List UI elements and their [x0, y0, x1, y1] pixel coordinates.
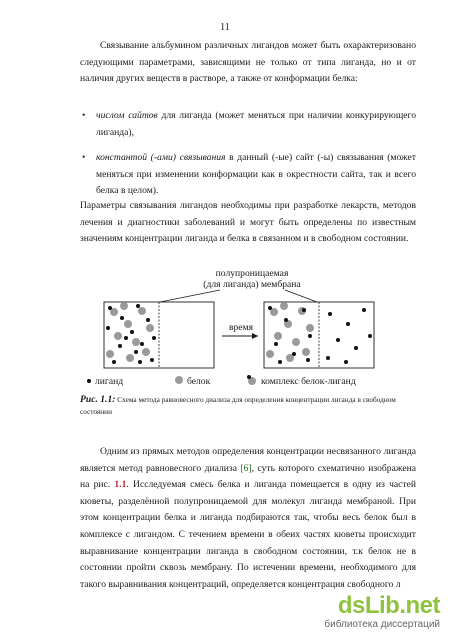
ligand-particle — [328, 312, 332, 316]
watermark — [320, 593, 440, 631]
protein-particle — [280, 302, 288, 310]
figure-caption — [80, 394, 416, 418]
figure-reference-link[interactable]: 1.1 — [114, 479, 127, 491]
bullet-emphasis: числом сайтов — [96, 110, 158, 121]
citation-link[interactable]: [6] — [240, 462, 252, 474]
ligand-particle — [112, 360, 116, 364]
paragraph-text-part2: , суть которого схематично изображена на рис. — [80, 462, 416, 491]
bullet-item-sites — [80, 108, 416, 141]
ligand-particle — [130, 330, 134, 334]
protein-particle — [120, 302, 128, 310]
ligand-particle — [150, 358, 154, 362]
ligand-particle — [152, 336, 156, 340]
ligand-particle — [346, 322, 350, 326]
protein-particle — [114, 332, 122, 340]
ligand-particle — [326, 356, 330, 360]
ligand-particle — [146, 318, 150, 322]
arrow-label: время — [228, 322, 254, 333]
page-number: 11 — [220, 22, 230, 33]
watermark-tagline: библиотека диссертаций — [324, 619, 440, 630]
ligand-particle — [106, 326, 110, 330]
dialysis-figure — [80, 266, 416, 386]
protein-particle — [138, 307, 146, 315]
paragraph-text-part1: Одним из прямых методов определения концентрации несвязанного лиганда является метод равновесного диализа — [80, 446, 416, 474]
ligand-particle — [336, 338, 340, 342]
ligand-particle — [354, 346, 358, 350]
protein-particle — [302, 348, 310, 356]
protein-particle — [126, 354, 134, 362]
bullet-text: в данный (-ые) сайт (-ы) связывания (может меняться при изменении конформации как в окрестности сайта, так и всего белка в целом). — [96, 152, 416, 197]
ligand-particle — [138, 360, 142, 364]
ligand-particle — [362, 308, 366, 312]
ligand-particle — [134, 350, 138, 354]
ligand-particle — [118, 344, 122, 348]
logo-main: dsLib — [337, 592, 400, 619]
protein-particle — [146, 324, 154, 332]
caption-label: Рис. 1.1 — [80, 394, 113, 405]
ligand-particle — [284, 318, 288, 322]
ligand-particle — [136, 304, 140, 308]
legend-ligand-marker — [87, 379, 91, 383]
bullet-emphasis: константой (-ами) связывания — [96, 152, 226, 163]
protein-particle — [106, 350, 114, 358]
protein-particle — [266, 350, 274, 358]
paragraph-binding-parameters: Параметры связывания лигандов необходимы при разработке лекарств, методов лечения и диагностики заболеваний и могут быть определены по известным значениям концентрации лиганда и белка в связанном и в свободном состоянии. — [80, 200, 416, 245]
ligand-particle — [306, 358, 310, 362]
bullet-text: для лиганда (может меняться при наличии конкурирующего лиганда), — [96, 110, 416, 138]
membrane-label-line2: (для лиганда) мембрана — [203, 279, 301, 290]
protein-particle — [124, 320, 132, 328]
ligand-particle — [278, 360, 282, 364]
protein-particle — [132, 338, 140, 346]
paragraph-dialysis-method — [80, 444, 416, 593]
legend-complex: комплекс белок-лиганд — [261, 376, 356, 386]
protein-particle — [292, 338, 300, 346]
protein-particle — [274, 332, 282, 340]
bullet-mark: • — [82, 110, 86, 121]
legend-protein: белок — [187, 376, 211, 386]
ligand-particle — [308, 334, 312, 338]
membrane-pointer-left — [160, 290, 220, 302]
ligand-particle — [120, 316, 124, 320]
legend-complex-ligand — [247, 375, 251, 379]
ligand-particle — [124, 336, 128, 340]
ligand-particle — [268, 306, 272, 310]
intro-paragraph: Связывание альбумином различных лигандов может быть охарактеризовано следующими параметрами, зависящими не только от типа лиганда, но и от наличия других веществ в растворе, а также от конформации белка: — [80, 40, 416, 85]
ligand-particle — [108, 306, 112, 310]
ligand-particle — [302, 308, 306, 312]
proteins-after — [266, 302, 314, 362]
caption-text: Схема метода равновесного диализа для определения концентрации лиганда в свободном состоянии — [80, 395, 396, 416]
ligand-particle — [274, 342, 278, 346]
ligand-particle — [292, 352, 296, 356]
legend-ligand: лиганд — [95, 376, 124, 386]
membrane-label-line1: полупроницаемая — [215, 268, 289, 279]
caption-colon: : — [112, 394, 116, 405]
bullet-mark: • — [82, 152, 86, 163]
ligand-particle — [344, 360, 348, 364]
protein-particle — [306, 324, 314, 332]
bullet-item-constants — [80, 150, 416, 200]
legend-protein-marker — [175, 376, 183, 384]
arrow-head-icon — [252, 333, 258, 339]
ligands-after — [268, 306, 372, 364]
ligand-particle — [140, 342, 144, 346]
ligand-particle — [368, 334, 372, 338]
membrane-pointer-right — [285, 290, 317, 302]
watermark-logo — [320, 593, 440, 619]
logo-tld: .net — [399, 592, 440, 619]
paragraph-text-part3: . Исследуемая смесь белка и лиганда помещается в одну из частей кюветы, разделённой полупроницаемой для молекул лиганда мембраной. При этом концентрации белка и лиганда подбираются так, чтобы весь белок был в комплексе с лигандом. С течением времени в обеих частях кюветы происходит выравнивание концентрации лиганда в свободном состоянии, т.к белок не в состоянии пройти сквозь мембрану. По истечении времени, необходимого для такого выравнивания концентраций, определяется концентрация свободного л — [80, 479, 416, 590]
protein-particle — [142, 348, 150, 356]
